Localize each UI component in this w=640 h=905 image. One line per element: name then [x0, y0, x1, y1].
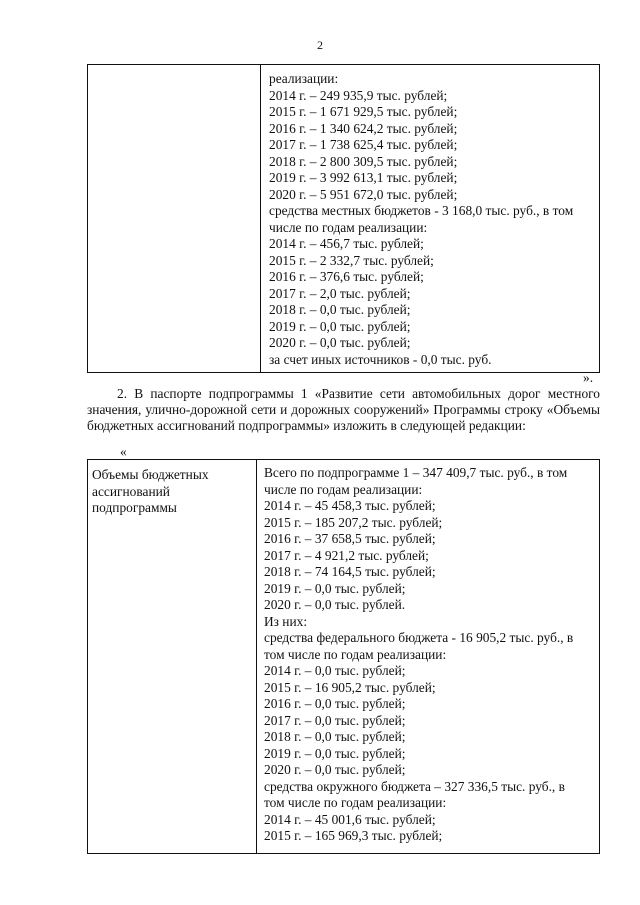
text-line: 2014 г. – 0,0 тыс. рублей; [264, 663, 406, 678]
text-line: средства местных бюджетов - 3 168,0 тыс. руб., в том [269, 203, 574, 218]
text-line: 2020 г. – 0,0 тыс. рублей. [264, 597, 406, 612]
text-line: 2016 г. – 0,0 тыс. рублей; [264, 696, 406, 711]
budget-table-continuation [87, 64, 600, 373]
value-lines [269, 71, 593, 368]
text-line: 2017 г. – 2,0 тыс. рублей; [269, 285, 411, 301]
text-line: 2019 г. – 3 992 613,1 тыс. рублей; [269, 170, 458, 185]
text-line: 2020 г. – 0,0 тыс. рублей; [269, 335, 411, 350]
budget-table-subprogram [87, 459, 600, 854]
text-line: 2018 г. – 2 800 309,5 тыс. рублей; [269, 153, 458, 169]
text-line: реализации: [269, 71, 339, 86]
text-line: 2017 г. – 1 738 625,4 тыс. рублей; [269, 137, 458, 152]
text-line: за счет иных источников - 0,0 тыс. руб. [269, 351, 492, 367]
text-line: 2019 г. – 0,0 тыс. рублей; [269, 318, 411, 334]
amendment-text: 2. В паспорте подпрограммы 1 «Развитие сети автомобильных дорог местного значения, улично-дорожной сети и дорожных сооружений» Программы строку «Объемы бюджетных ассигнований подпрограммы» изложить в следующей редакции: [87, 386, 600, 433]
text-line: том числе по годам реализации: [264, 646, 447, 662]
text-line: 2015 г. – 1 671 929,5 тыс. рублей; [269, 104, 458, 119]
text-line: 2015 г. – 185 207,2 тыс. рублей; [264, 514, 443, 530]
table-value-cell [261, 65, 600, 373]
table-row [88, 460, 600, 854]
table-row [88, 65, 600, 373]
text-line: 2016 г. – 37 658,5 тыс. рублей; [264, 531, 436, 546]
closing-quote: ». [583, 370, 594, 385]
page-number: 2 [317, 38, 323, 52]
text-line: 2015 г. – 165 969,3 тыс. рублей; [264, 828, 443, 843]
text-line: 2016 г. – 1 340 624,2 тыс. рублей; [269, 120, 458, 136]
text-line: 2014 г. – 45 001,6 тыс. рублей; [264, 811, 436, 827]
text-line: 2017 г. – 4 921,2 тыс. рублей; [264, 547, 429, 563]
table-label-cell [88, 460, 257, 854]
text-line: средства федерального бюджета - 16 905,2 тыс. руб., в [264, 630, 574, 645]
text-line: числе по годам реализации: [264, 481, 423, 497]
text-line: 2016 г. – 376,6 тыс. рублей; [269, 269, 424, 284]
text-line: Всего по подпрограмме 1 – 347 409,7 тыс. руб., в том [264, 465, 568, 480]
text-line: 2015 г. – 16 905,2 тыс. рублей; [264, 679, 436, 695]
amendment-paragraph [87, 386, 600, 434]
opening-quote: « [120, 444, 127, 459]
text-line: 2014 г. – 456,7 тыс. рублей; [269, 236, 424, 251]
text-line: том числе по годам реализации: [264, 795, 447, 810]
text-line: 2015 г. – 2 332,7 тыс. рублей; [269, 252, 434, 268]
text-line: 2014 г. – 249 935,9 тыс. рублей; [269, 87, 448, 103]
value-lines [264, 465, 593, 845]
text-line: 2014 г. – 45 458,3 тыс. рублей; [264, 498, 436, 513]
text-line: 2018 г. – 74 164,5 тыс. рублей; [264, 564, 436, 579]
text-line: 2020 г. – 0,0 тыс. рублей; [264, 762, 406, 777]
row-label: Объемы бюджетных ассигнований подпрограммы [92, 467, 209, 515]
text-line: 2018 г. – 0,0 тыс. рублей; [264, 729, 406, 744]
text-line: 2018 г. – 0,0 тыс. рублей; [269, 302, 411, 317]
text-line: Из них: [264, 613, 308, 629]
table-value-cell [257, 460, 600, 854]
table-label-cell-empty [88, 65, 261, 373]
text-line: 2019 г. – 0,0 тыс. рублей; [264, 580, 406, 596]
text-line: числе по годам реализации: [269, 219, 428, 235]
text-line: 2019 г. – 0,0 тыс. рублей; [264, 745, 406, 761]
text-line: средства окружного бюджета – 327 336,5 тыс. руб., в [264, 778, 565, 794]
text-line: 2017 г. – 0,0 тыс. рублей; [264, 712, 406, 728]
text-line: 2020 г. – 5 951 672,0 тыс. рублей; [269, 186, 458, 202]
